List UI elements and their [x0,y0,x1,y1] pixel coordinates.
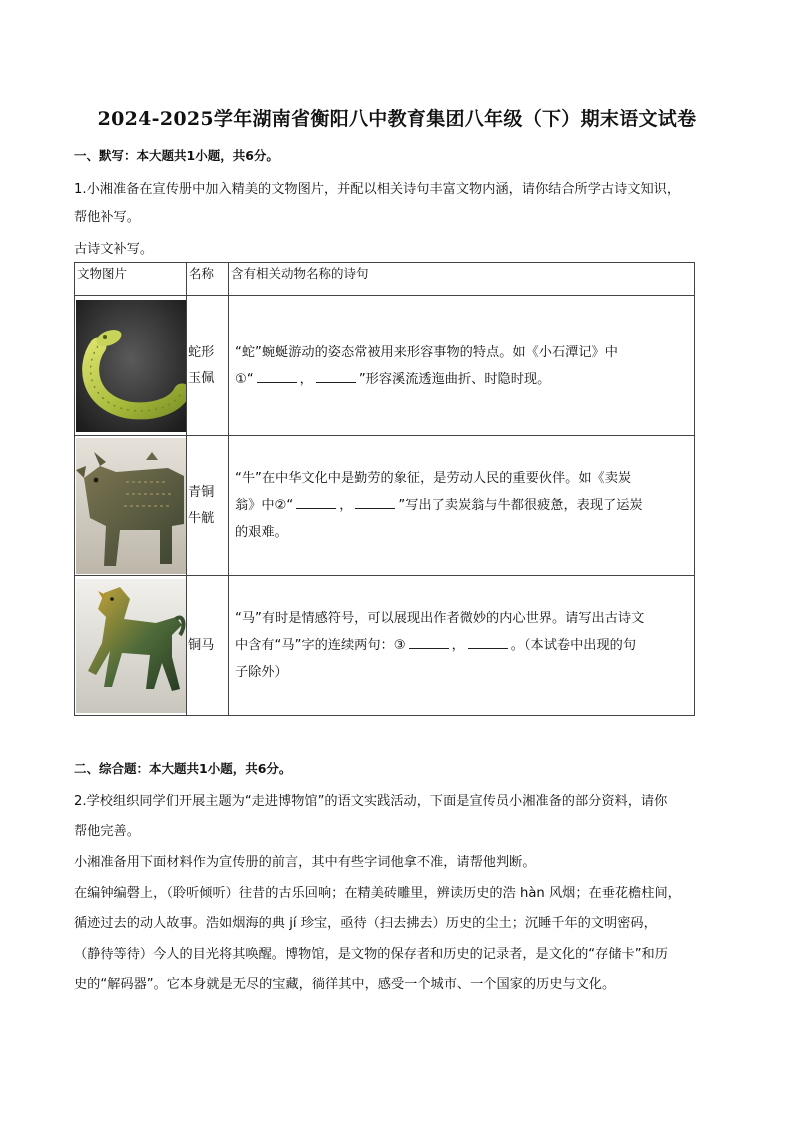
poem-text-suffix: ”写出了卖炭翁与牛都很疲惫，表现了运炭 [398,498,643,513]
bronze-horse-icon [76,579,186,713]
table-row [75,296,695,436]
answer-blank[interactable] [355,494,395,509]
artifact-name: 铜马 [188,637,215,653]
poem-text: 子除外） [235,665,288,680]
artifact-name: 牛觥 [188,510,215,526]
question-2-line-1: 2.学校组织同学们开展主题为“走进博物馆”的语文实践活动，下面是宣传员小湘准备的部分资料，请你 [74,794,668,809]
question-2-line-2: 帮他完善。 [74,824,140,839]
question-2-passage-line: （静待等待）今人的目光将其唤醒。博物馆，是文物的保存者和历史的记录者，是文化的“存储卡”和历 [74,947,668,962]
answer-blank[interactable] [316,368,356,383]
header-poem: 含有相关动物名称的诗句 [229,263,695,296]
artifact-name: 玉佩 [188,370,215,386]
question-2-passage-line: 史的“解码器”。它本身就是无尽的宝藏，徜徉其中，感受一个城市、一个国家的历史与文化。 [74,977,616,992]
poem-separator: ， [339,498,353,513]
jade-snake-pendant-icon [76,300,186,432]
artifact-name-cell [187,296,229,436]
poem-text: “蛇”蜿蜒游动的姿态常被用来形容事物的特点。如《小石潭记》中 [235,344,618,360]
answer-blank[interactable] [296,494,336,509]
poem-separator: ， [451,638,465,653]
question-1-subhead: 古诗文补写。 [74,242,154,257]
artifact-image-cell [75,576,187,716]
artifact-name-cell [187,436,229,576]
answer-blank[interactable] [409,634,449,649]
question-1-line-1: 1.小湘准备在宣传册中加入精美的文物图片，并配以相关诗句丰富文物内涵，请你结合所学古诗文知识， [74,182,681,197]
poem-cell [229,296,695,436]
table-row [75,576,695,716]
question-2-passage-line: 在编钟编磬上，（聆听倾听）往昔的古乐回响；在精美砖雕里，辨读历史的浩 hàn 风烟；在垂花檐柱间， [74,886,681,901]
poem-cell [229,436,695,576]
table-row [75,436,695,576]
artifact-name-cell [187,576,229,716]
question-1-line-2: 帮他补写。 [74,210,140,225]
poem-cell [229,576,695,716]
table-header-row [75,263,695,296]
poem-text-prefix: 中含有“马”字的连续两句：③ [235,638,406,653]
artifact-image-cell [75,296,187,436]
poem-separator: ， [299,371,313,387]
header-name: 名称 [187,263,229,296]
question-2-passage-line: 循迹过去的动人故事。浩如烟海的典 jí 珍宝，亟待（扫去拂去）历史的尘土；沉睡千年的文明密码， [74,916,657,931]
poem-text: “马”有时是情感符号，可以展现出作者微妙的内心世界。请写出古诗文 [235,611,645,626]
header-artifact-image: 文物图片 [75,263,187,296]
page-title: 2024-2025学年湖南省衡阳八中教育集团八年级（下）期末语文试卷 [97,108,697,130]
poem-text-prefix: ①“ [235,371,254,387]
poem-text-prefix: 翁》中②“ [235,498,294,513]
artifact-name: 青铜 [188,484,215,500]
poem-text: “牛”在中华文化中是勤劳的象征，是劳动人民的重要伙伴。如《卖炭 [235,471,632,486]
artifact-name: 蛇形 [188,344,215,360]
artifact-table [74,262,695,716]
poem-text: 的艰难。 [235,525,288,540]
poem-text-with-blanks [235,632,688,659]
poem-text-with-blanks [235,366,688,393]
poem-text-suffix: ”形容溪流透迤曲折、时隐时现。 [358,371,551,387]
answer-blank[interactable] [468,634,508,649]
poem-text-suffix: 。（本试卷中出现的句 [510,638,637,653]
artifact-image-cell [75,436,187,576]
question-2-line-3: 小湘准备用下面材料作为宣传册的前言，其中有些字词他拿不准，请帮他判断。 [74,855,536,870]
poem-text-with-blanks [235,492,688,519]
section-1-heading: 一、默写：本大题共1小题，共6分。 [74,148,279,163]
section-2-heading: 二、综合题：本大题共1小题，共6分。 [74,761,292,776]
bronze-ox-vessel-icon [76,438,186,574]
answer-blank[interactable] [257,368,297,383]
